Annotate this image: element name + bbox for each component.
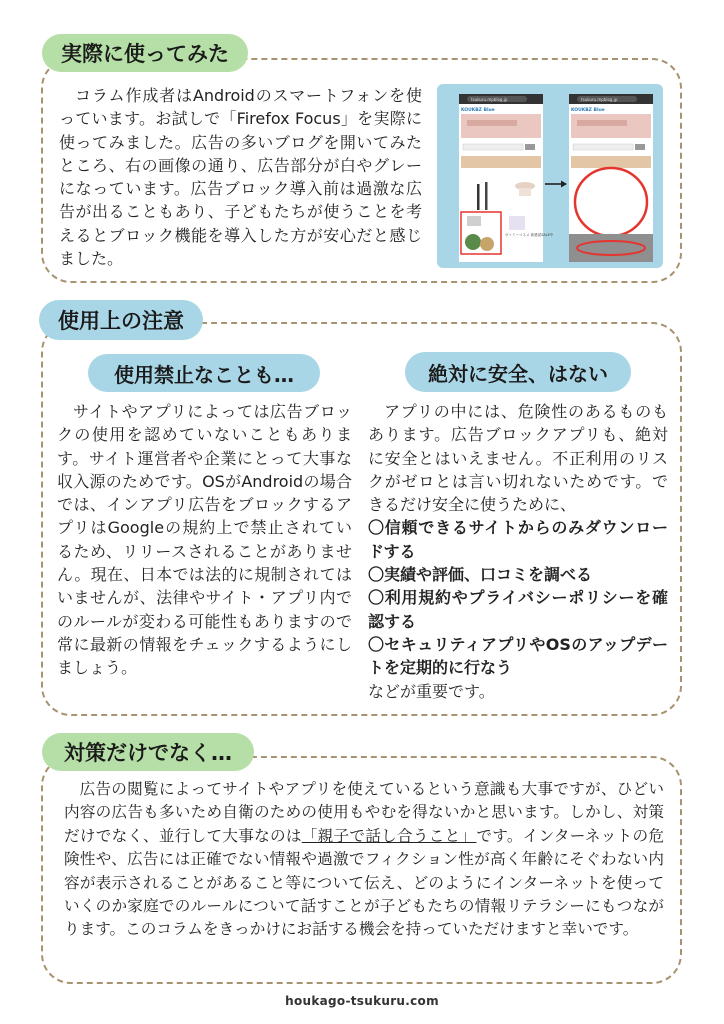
- right-item-2: 〇実績や評価、口コミを調べる: [368, 565, 593, 585]
- section3-text: [64, 778, 664, 942]
- right-item-1: 〇信頼できるサイトからのみダウンロードする: [368, 518, 668, 561]
- right-intro: アプリの中には、危険性のあるものもあります。広告ブロックアプリも、絶対に安全とはいえません。不正利用のリスクがゼロとは言い切れないためです。できるだけ安全に使うために、: [368, 402, 668, 515]
- right-item-4: 〇セキュリティアプリやOSのアップデートを定期的に行なう: [368, 634, 668, 678]
- screenshot-ad-caption: ヴァミーコスメ 新感覚SALE中: [505, 233, 554, 237]
- section2-right-title: 絶対に安全、はない: [405, 352, 631, 392]
- section2-left-title: 使用禁止なことも…: [88, 354, 320, 392]
- ad-block-screenshot: [437, 84, 663, 268]
- right-item-3: 〇利用規約やプライバシーポリシーを確認する: [368, 588, 668, 631]
- section1-title: 実際に使ってみた: [42, 34, 248, 72]
- section2-right-text: [368, 400, 668, 703]
- arrow-icon: [545, 181, 567, 188]
- phone-after: [569, 94, 653, 262]
- screenshot-illustration: [437, 84, 663, 268]
- section2-title: 使用上の注意: [39, 300, 203, 340]
- screenshot-url-before: tsukuru.mpblog.jp: [471, 97, 508, 102]
- section2-left-text: サイトやアプリによっては広告ブロックの使用を認めていないこともあります。サイト運営者や企業にとって大事な収入源のためです。OSがAndroidの場合では、インアプリ広告をブロックするアプリはGoogleの規約上で禁止されているため、リリースされることがありません。現在、日本では法的に規制されてはいませんが、法律やサイト・アプリ内でのルールが変わる可能性もありますので常に最新の情報をチェックするようにしましょう。: [57, 402, 352, 678]
- section3-title: 対策だけでなく…: [42, 733, 254, 771]
- screenshot-logo-after: KOUKBZ Blue: [571, 108, 605, 113]
- section1-text: コラム作成者はAndroidのスマートフォンを使っています。お試しで「Firefox Focus」を実際に使ってみました。広告の多いブログを開いてみたところ、右の画像の通り、広告部分が白やグレーになっています。広告ブロック導入前は過激な広告が出ることもあり、子どもたちが使うことを考えるとブロック機能を導入した方が安心だと感じました。: [59, 86, 422, 269]
- right-outro: などが重要です。: [368, 681, 495, 701]
- phone-before: [459, 94, 554, 262]
- section3-text-after: です。インターネットの危険性や、広告には正確でない情報や過激でフィクション性が高く年齢にそぐわない内容が表示されることがあること等について伝え、どのようにインターネットを使っていくのか家庭でのルールについて話すことが子どもたちの情報リテラシーにもつながります。このコラムをきっかけにお話する機会を持っていただけますと幸いです。: [64, 826, 664, 939]
- screenshot-url-after: tsukuru.mpblog.jp: [581, 97, 618, 102]
- footer-url: houkago-tsukuru.com: [285, 994, 439, 1008]
- section3-underlined: 「親子で話し合うこと」: [301, 826, 477, 845]
- screenshot-logo-before: KOUKBZ Blue: [461, 108, 495, 113]
- section3-text-before: 広告の閲覧によってサイトやアプリを使えているという意識も大事ですが、ひどい内容の広告も多いため自衛のための使用もやむを得ないかと思います。しかし、対策だけでなく、並行して大事なのは: [64, 780, 664, 845]
